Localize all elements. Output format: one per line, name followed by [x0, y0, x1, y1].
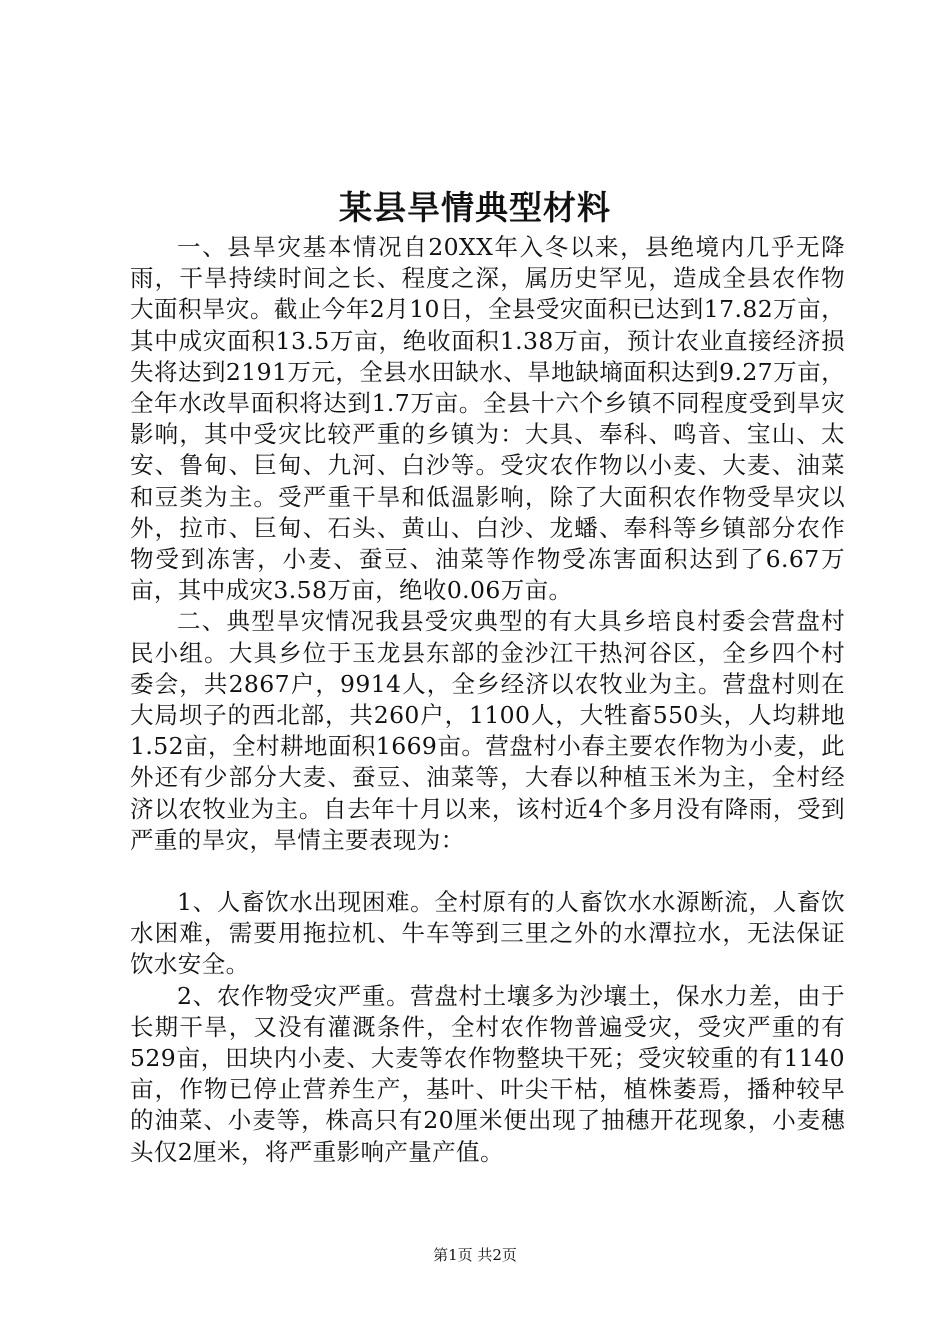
page-footer: 第1页 共2页 [433, 1246, 517, 1264]
document-title: 某县旱情典型材料 [339, 188, 611, 227]
document-body [130, 232, 845, 1168]
paragraph-typical-case: 二、典型旱灾情况我县受灾典型的有大具乡培良村委会营盘村民小组。大具乡位于玉龙县东部的金沙江干热河谷区，全乡四个村委会，共2867户，9914人，全乡经济以农牧业为主。营盘村则在大局坝子的西北部，共260户，1100人，大牲畜550头，人均耕地1.52亩，全村耕地面积1669亩。营盘村小春主要农作物为小麦，此外还有少部分大麦、蚕豆、油菜等，大春以种植玉米为主，全村经济以农牧业为主。自去年十月以来，该村近4个多月没有降雨，受到严重的旱灾，旱情主要表现为： [130, 607, 845, 854]
paragraph-drinking-water: 1、人畜饮水出现困难。全村原有的人畜饮水水源断流，人畜饮水困难，需要用拖拉机、牛车等到三里之外的水潭拉水，无法保证饮水安全。 [130, 888, 845, 979]
paragraph-basic-situation: 一、县旱灾基本情况自20XX年入冬以来，县绝境内几乎无降雨，干旱持续时间之长、程度之深，属历史罕见，造成全县农作物大面积旱灾。截止今年2月10日，全县受灾面积已达到17.82万亩，其中成灾面积13.5万亩，绝收面积1.38万亩，预计农业直接经济损失将达到2191万元，全县水田缺水、旱地缺墒面积达到9.27万亩，全年水改旱面积将达到1.7万亩。全县十六个乡镇不同程度受到旱灾影响，其中受灾比较严重的乡镇为：大具、奉科、鸣音、宝山、太安、鲁甸、巨甸、九河、白沙等。受灾农作物以小麦、大麦、油菜和豆类为主。受严重干旱和低温影响，除了大面积农作物受旱灾以外，拉市、巨甸、石头、黄山、白沙、龙蟠、奉科等乡镇部分农作物受到冻害，小麦、蚕豆、油菜等作物受冻害面积达到了6.67万亩，其中成灾3.58万亩，绝收0.06万亩。 [130, 233, 845, 605]
paragraph-crop-damage: 2、农作物受灾严重。营盘村土壤多为沙壤土，保水力差，由于长期干旱，又没有灌溉条件，全村农作物普遍受灾，受灾严重的有529亩，田块内小麦、大麦等农作物整块干死；受灾较重的有1140亩，作物已停止营养生产，基叶、叶尖干枯，植株萎焉，播种较早的油菜、小麦等，株高只有20厘米便出现了抽穗开花现象，小麦穗头仅2厘米，将严重影响产量产值。 [130, 981, 845, 1166]
